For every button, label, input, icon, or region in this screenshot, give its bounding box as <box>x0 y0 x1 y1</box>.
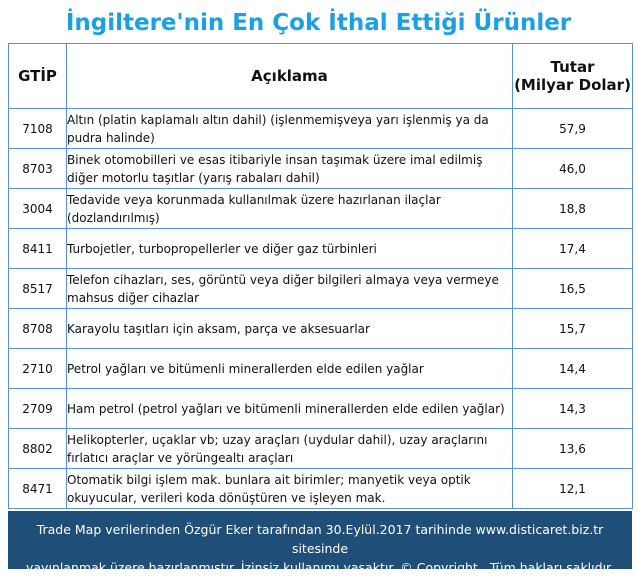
row-code: 8708 <box>9 309 67 349</box>
row-code: 7108 <box>9 109 67 149</box>
row-code: 3004 <box>9 189 67 229</box>
row-description: Turbojetler, turbopropellerler ve diğer gaz türbinleri <box>67 229 513 269</box>
row-code: 8411 <box>9 229 67 269</box>
table-row <box>9 349 633 389</box>
table-row <box>9 149 633 189</box>
row-value: 13,6 <box>513 429 633 469</box>
table-header-row <box>9 44 633 109</box>
header-description: Açıklama <box>67 44 513 109</box>
header-amount <box>513 44 633 109</box>
row-description: Altın (platin kaplamalı altın dahil) (işlenmemişveya yarı işlenmiş ya da pudra halinde) <box>67 109 513 149</box>
table-row <box>9 269 633 309</box>
header-code: GTİP <box>9 44 67 109</box>
row-description: Petrol yağları ve bitümenli minerallerden elde edilen yağlar <box>67 349 513 389</box>
row-value: 18,8 <box>513 189 633 229</box>
row-description: Otomatik bilgi işlem mak. bunlara ait birimler; manyetik veya optik okuyucular, verileri koda dönüştüren ve işleyen mak. <box>67 469 513 509</box>
row-value: 17,4 <box>513 229 633 269</box>
table-row <box>9 189 633 229</box>
row-code: 8802 <box>9 429 67 469</box>
row-value: 14,3 <box>513 389 633 429</box>
footer-line1: Trade Map verilerinden Özgür Eker tarafından 30.Eylül.2017 tarihinde www.disticaret.biz.tr sitesinde <box>36 522 604 556</box>
imports-table <box>8 43 633 509</box>
row-code: 2709 <box>9 389 67 429</box>
table-row <box>9 109 633 149</box>
row-code: 2710 <box>9 349 67 389</box>
row-description: Ham petrol (petrol yağları ve bitümenli minerallerden elde edilen yağlar) <box>67 389 513 429</box>
row-description: Binek otomobilleri ve esas itibariyle insan taşımak üzere imal edilmiş diğer motorlu taşıtlar (yarış rabaları dahil) <box>67 149 513 189</box>
table-row <box>9 429 633 469</box>
footer-line2: yayınlanmak üzere hazırlanmıştır. İzinsiz kullanımı yasaktır. © Copyright . Tüm hakları saklıdır. <box>25 560 615 575</box>
table-row <box>9 389 633 429</box>
row-value: 57,9 <box>513 109 633 149</box>
row-value: 15,7 <box>513 309 633 349</box>
row-description: Tedavide veya korunmada kullanılmak üzere hazırlanan ilaçlar (dozlandırılmış) <box>67 189 513 229</box>
row-description: Helikopterler, uçaklar vb; uzay araçları (uydular dahil), uzay araçlarını fırlatıcı araçlar ve yörüngealtı araçları <box>67 429 513 469</box>
header-amount-line2: (Milyar Dolar) <box>514 76 631 94</box>
table-row <box>9 229 633 269</box>
page-title: İngiltere'nin En Çok İthal Ettiği Ürünler <box>65 10 572 36</box>
table-row <box>9 469 633 509</box>
row-description: Karayolu taşıtları için aksam, parça ve aksesuarlar <box>67 309 513 349</box>
row-value: 16,5 <box>513 269 633 309</box>
table-row <box>9 309 633 349</box>
row-code: 8703 <box>9 149 67 189</box>
copyright-footer <box>8 511 632 575</box>
row-value: 12,1 <box>513 469 633 509</box>
row-value: 14,4 <box>513 349 633 389</box>
row-value: 46,0 <box>513 149 633 189</box>
row-code: 8471 <box>9 469 67 509</box>
header-amount-line1: Tutar <box>550 58 595 76</box>
row-code: 8517 <box>9 269 67 309</box>
row-description: Telefon cihazları, ses, görüntü veya diğer bilgileri almaya veya vermeye mahsus diğer cihazlar <box>67 269 513 309</box>
